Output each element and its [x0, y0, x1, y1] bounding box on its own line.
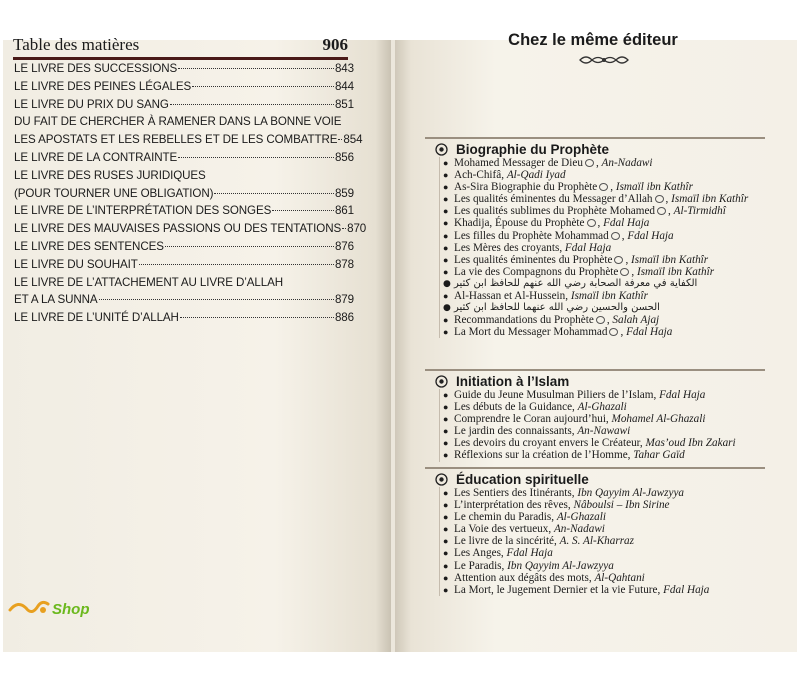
book-item: ● Les filles du Prophète Mohammad , Fdal Haja	[443, 229, 674, 242]
book-item	[440, 499, 765, 511]
book-author: Ismaïl ibn Kathîr	[636, 265, 715, 278]
book-author: A. S. Al-Kharraz	[559, 535, 634, 548]
section-heading	[425, 369, 765, 389]
book-title: Al-Hassan et Al-Hussein,	[454, 290, 569, 303]
toc-entry	[14, 238, 354, 256]
flower-icon	[435, 143, 448, 156]
book-title: Attention aux dégâts des mots,	[454, 571, 592, 584]
bullet-icon: ●	[443, 242, 449, 253]
book-title: Les qualités éminentes du Messager d’Allah	[454, 193, 653, 206]
honorific-icon	[609, 328, 618, 336]
catalog-section	[425, 137, 765, 338]
book-item: ● As-Sira Biographie du Prophète , Ismaïl ibn Kathîr	[443, 181, 693, 194]
section-heading	[425, 137, 765, 157]
toc-entry	[14, 291, 354, 309]
book-author: An-Nawawi	[577, 425, 631, 438]
toc-title: LE LIVRE DES PEINES LÉGALES	[14, 79, 192, 93]
toc-page: 851	[334, 97, 354, 111]
book-author: Al-Qahtani	[594, 571, 645, 584]
toc-entry	[14, 60, 354, 78]
book-item	[440, 169, 765, 181]
toc-title: LE LIVRE DES SUCCESSIONS	[14, 62, 178, 75]
book-title: L’interprétation des rêves,	[454, 499, 571, 512]
book-author: Al-Ghazali	[556, 511, 606, 524]
book-author: Ibn Qayyim Al-Jawzyya	[507, 559, 614, 572]
book-author: Fdal Haja	[627, 229, 674, 242]
book-title: Mohamed Messager de Dieu	[454, 157, 583, 169]
toc-title: LE LIVRE DE L’INTERPRÉTATION DES SONGES	[14, 204, 272, 218]
toc-leader	[272, 210, 334, 211]
bullet-icon: ●	[443, 426, 449, 437]
toc-title: LES APOSTATS ET LES REBELLES ET DE LES COMBATTRE	[14, 133, 338, 147]
toc-title: LE LIVRE DES MAUVAISES PASSIONS OU DES TENTATIONS	[14, 222, 342, 236]
toc-entry	[14, 131, 363, 149]
toc-title: LE LIVRE DU SOUHAIT	[14, 257, 138, 271]
honorific-icon	[620, 268, 629, 276]
toc-page: 876	[334, 239, 354, 253]
toc-entry	[14, 202, 354, 220]
book-author: Fdal Haja	[564, 241, 612, 254]
book-title: Les qualités sublimes du Prophète Mohamed	[454, 205, 656, 218]
toc-page: 861	[334, 204, 354, 218]
book-author: Salah Ajaj	[612, 314, 660, 327]
toc-page: 843	[334, 62, 354, 75]
toc-title: LE LIVRE DES RUSES JURIDIQUES	[14, 168, 206, 182]
book-title: Réflexions sur la création de l’Homme,	[454, 449, 631, 462]
bullet-icon: ●	[443, 500, 449, 511]
bullet-icon: ●	[443, 402, 449, 413]
honorific-icon	[585, 159, 594, 167]
book-item	[440, 535, 765, 547]
toc-entry	[14, 274, 354, 292]
logo-text: Shop	[52, 600, 90, 618]
toc-title: DU FAIT DE CHERCHER À RAMENER DANS LA BONNE VOIE	[14, 115, 342, 129]
book-author: Ismaïl ibn Kathîr	[570, 290, 648, 303]
book-title: As-Sira Biographie du Prophète	[454, 181, 598, 194]
bullet-icon: ●	[443, 548, 449, 559]
catalog-section	[425, 369, 765, 462]
bullet-icon: ●	[443, 266, 449, 277]
book-item	[440, 302, 765, 314]
toc-title: (POUR TOURNER UNE OBLIGATION)	[14, 186, 214, 200]
toc-entry	[14, 167, 354, 185]
book-author: Fdal Haja	[626, 326, 673, 339]
toc-entry	[14, 220, 367, 238]
book-item	[440, 425, 765, 437]
bullet-icon: ●	[443, 414, 449, 425]
book-author: Ismaïl ibn Kathîr	[631, 253, 709, 266]
bullet-icon: ●	[443, 230, 449, 241]
honorific-icon	[611, 232, 620, 240]
book-item	[440, 584, 765, 596]
book-title: Khadija, Épouse du Prophète	[454, 217, 585, 230]
flower-icon	[435, 375, 448, 388]
book-item: ● Les qualités éminentes du Messager d’Allah , Ismaïl ibn Kathîr	[443, 193, 749, 206]
bullet-icon: ●	[443, 315, 449, 326]
toc-page: 844	[334, 79, 354, 93]
book-author: An-Nadawi	[601, 157, 653, 169]
toc-leader	[342, 228, 346, 229]
toc-title: LE LIVRE DES SENTENCES	[14, 239, 164, 253]
toc-title: LE LIVRE DE LA CONTRAINTE	[14, 150, 178, 164]
book-author: Ismaïl ibn Kathîr	[671, 193, 749, 206]
bullet-icon: ●	[443, 170, 449, 181]
toc-page: 859	[334, 186, 354, 200]
book-title: Les qualités éminentes du Prophète	[454, 253, 613, 266]
book-item: ● La vie des Compagnons du Prophète , Ismaïl ibn Kathîr	[443, 265, 715, 278]
book-item	[440, 242, 765, 254]
toc-leader	[178, 68, 334, 69]
book-item: ● Recommandations du Prophète , Salah Ajaj	[443, 314, 660, 327]
bullet-icon: ●	[443, 278, 451, 289]
book-title: Ach-Chifâ,	[454, 169, 505, 182]
honorific-icon	[655, 195, 664, 203]
toc-leader	[338, 139, 342, 140]
bullet-icon: ●	[443, 438, 449, 449]
book-author: Ismaïl ibn Kathîr	[615, 181, 693, 194]
book-list	[439, 389, 765, 462]
honorific-icon	[614, 256, 623, 264]
toc-leader	[165, 246, 334, 247]
toc-entry	[14, 309, 354, 327]
honorific-icon	[587, 219, 596, 227]
book-item: ● Les qualités éminentes du Prophète , Ismaïl ibn Kathîr	[443, 253, 709, 266]
toc-leader	[214, 193, 334, 194]
toc-leader	[192, 86, 334, 87]
book-author: Nâboulsi – Ibn Sirine	[573, 499, 670, 512]
book-title: La Mort du Messager Mohammad	[454, 326, 608, 339]
book-item: ● Les qualités sublimes du Prophète Mohamed , Al-Tirmidhî	[443, 205, 726, 218]
toc-leader	[180, 317, 334, 318]
book-title: La Mort, le Jugement Dernier et la vie Future,	[454, 583, 661, 596]
bullet-icon: ●	[443, 206, 449, 217]
honorific-icon	[596, 316, 605, 324]
honorific-icon	[599, 183, 608, 191]
book-item	[440, 401, 765, 413]
bullet-icon: ●	[443, 182, 449, 193]
bullet-icon: ●	[443, 254, 449, 265]
bullet-icon: ●	[443, 524, 449, 535]
book-item	[440, 511, 765, 523]
book-title: Les devoirs du croyant envers le Créateur,	[454, 437, 643, 450]
shop-logo	[8, 596, 90, 622]
section-title: Biographie du Prophète	[456, 141, 610, 157]
book-author: Fdal Haja	[663, 583, 710, 596]
toc-page: 879	[334, 293, 354, 307]
toc-page: 878	[334, 257, 354, 271]
bullet-icon: ●	[443, 218, 449, 229]
bullet-icon: ●	[443, 194, 449, 205]
book-title: Les filles du Prophète Mohammad	[454, 229, 609, 242]
section-title: Initiation à l’Islam	[456, 373, 570, 389]
book-author: Tahar Gaïd	[633, 449, 685, 462]
book-title: Guide du Jeune Musulman Piliers de l’Islam,	[454, 389, 657, 401]
bullet-icon: ●	[443, 291, 449, 302]
section-heading	[425, 467, 765, 487]
book-title: Comprendre le Coran aujourd’hui,	[454, 413, 609, 426]
book-author: Fdal Haja	[506, 547, 553, 560]
book-item	[440, 487, 765, 499]
toc-leader	[170, 104, 334, 105]
book-author: Ibn Qayyim Al-Jawzyya	[577, 487, 685, 499]
toc-leader	[99, 299, 334, 300]
toc-title: ET A LA SUNNA	[14, 293, 98, 307]
bullet-icon: ●	[443, 158, 449, 168]
book-item: ● Khadija, Épouse du Prophète , Fdal Haja	[443, 217, 650, 230]
book-title: Le livre de la sincérité,	[454, 535, 557, 548]
book-list	[439, 487, 765, 596]
bullet-icon: ●	[443, 327, 449, 338]
bullet-icon: ●	[443, 488, 449, 498]
toc-page: 886	[334, 311, 354, 325]
book-author: Mas’oud Ibn Zakari	[645, 437, 736, 450]
book-author: Mohamel Al-Ghazali	[611, 413, 706, 426]
honorific-icon	[657, 207, 666, 215]
book-title: Les Anges,	[454, 547, 504, 560]
toc-leader	[178, 157, 334, 158]
bullet-icon: ●	[443, 536, 449, 547]
book-title: Les débuts de la Guidance,	[454, 401, 575, 414]
book-item	[440, 389, 765, 401]
table-of-contents	[14, 60, 367, 327]
book-title: Le Paradis,	[454, 559, 505, 572]
book-title: Le jardin des connaissants,	[454, 425, 575, 438]
bullet-icon: ●	[443, 560, 449, 571]
toc-entry	[14, 78, 354, 96]
bullet-icon: ●	[443, 303, 451, 314]
book-item	[440, 572, 765, 584]
book-author: Fdal Haja	[603, 217, 650, 230]
book-item	[440, 547, 765, 559]
book-item	[440, 523, 765, 535]
left-page-header	[13, 35, 348, 55]
book-title: الحسن والحسين رضي الله عنهما للحافظ ابن كثير	[454, 302, 660, 314]
book-author: Al-Tirmidhî	[673, 205, 726, 218]
book-item	[440, 437, 765, 449]
toc-entry	[14, 185, 354, 203]
flower-icon	[435, 473, 448, 486]
toc-leader	[139, 264, 334, 265]
catalog-section	[425, 467, 765, 596]
book-author: An-Nadawi	[553, 523, 605, 536]
bullet-icon: ●	[443, 512, 449, 523]
toc-entry	[14, 96, 354, 114]
book-title: الكفاية في معرفة الصحابة رضي الله عنهم للحافظ ابن كثير	[454, 277, 698, 289]
book-item: ● La Mort du Messager Mohammad , Fdal Haja	[443, 326, 673, 339]
book-item	[440, 413, 765, 425]
book-title: La vie des Compagnons du Prophète	[454, 265, 619, 278]
bullet-icon: ●	[443, 390, 449, 400]
toc-entry	[14, 113, 354, 131]
toc-entry	[14, 256, 354, 274]
book-author: Fdal Haja	[659, 389, 706, 401]
toc-page: 870	[347, 222, 367, 236]
toc-title: LE LIVRE DE L’UNITÉ D’ALLAH	[14, 311, 179, 325]
book-title: Les Mères des croyants,	[454, 241, 563, 254]
book-list	[439, 157, 765, 338]
toc-title: LE LIVRE DE L’ATTACHEMENT AU LIVRE D’ALLAH	[14, 275, 283, 289]
book-item	[440, 278, 765, 290]
book-item	[440, 449, 765, 461]
ornament-icon	[578, 53, 630, 67]
book-title: La Voie des vertueux,	[454, 523, 552, 536]
page-number: 906	[322, 35, 348, 54]
book-item	[440, 560, 765, 572]
header-title: Table des matières	[13, 35, 140, 54]
swirl-logo-icon	[8, 596, 50, 622]
toc-title: LE LIVRE DU PRIX DU SANG	[14, 97, 169, 111]
bullet-icon: ●	[443, 572, 449, 583]
book-author: Al-Qadi Iyad	[506, 169, 566, 182]
bullet-icon: ●	[443, 584, 449, 595]
section-title: Éducation spirituelle	[456, 471, 589, 487]
book-title: Le chemin du Paradis,	[454, 511, 555, 524]
book-item: ● Mohamed Messager de Dieu , An-Nadawi	[443, 157, 653, 169]
book-title: Les Sentiers des Itinérants,	[454, 487, 575, 499]
toc-entry	[14, 149, 354, 167]
book-author: Al-Ghazali	[577, 401, 627, 414]
page-title: Chez le même éditeur	[508, 31, 678, 49]
book-item	[440, 290, 765, 302]
toc-page: 856	[334, 150, 354, 164]
toc-page: 854	[343, 133, 363, 147]
book-title: Recommandations du Prophète	[454, 314, 594, 327]
bullet-icon: ●	[443, 450, 449, 461]
